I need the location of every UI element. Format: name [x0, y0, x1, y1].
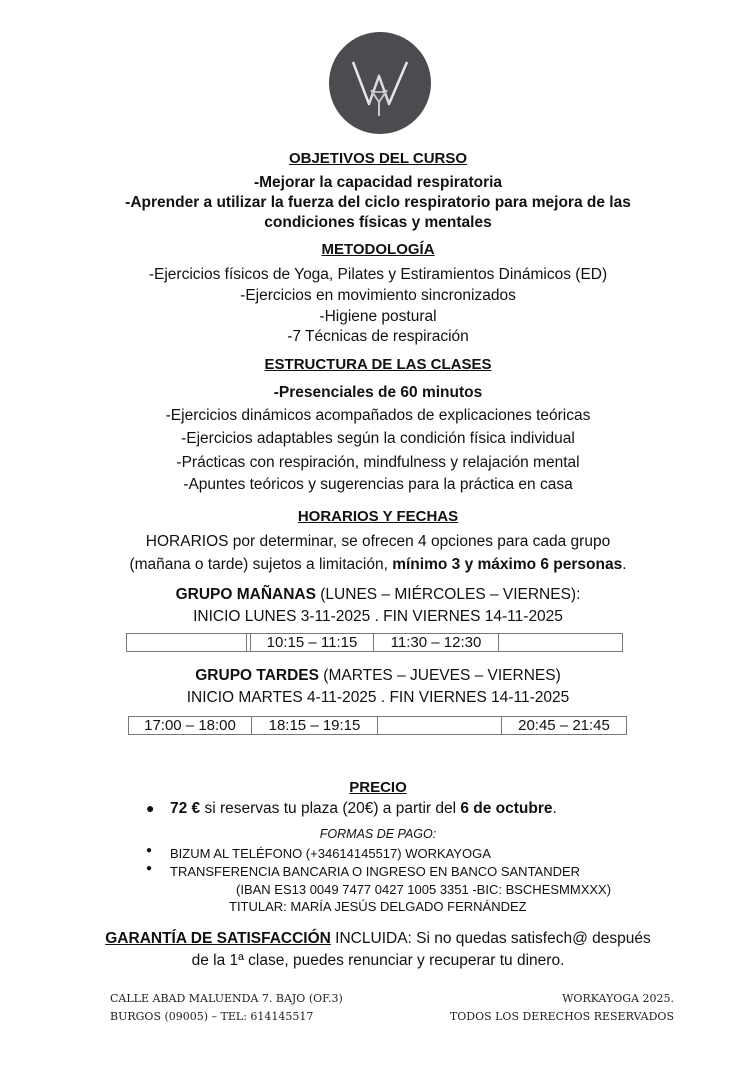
objetivos-line-2: -Aprender a utilizar la fuerza del ciclo respiratorio para mejora de las [125, 194, 631, 211]
footer-address-1: CALLE ABAD MALUENDA 7. BAJO (OF.3) [110, 992, 343, 1005]
garantia-line-2: de la 1ª clase, puedes renunciar y recuperar tu dinero. [191, 952, 565, 969]
metodologia-line-1: -Ejercicios físicos de Yoga, Pilates y Estiramientos Dinámicos (ED) [148, 266, 608, 283]
horarios-intro-2a: (mañana o tarde) sujetos a limitación, [129, 556, 393, 573]
tardes-slot: 17:00 – 18:00 [128, 716, 252, 735]
grupo-mananas-title [0, 583, 756, 606]
precio-amount: 72 € [170, 800, 201, 817]
estructura-subheading: -Presenciales de 60 minutos [273, 384, 483, 401]
grupo-mananas-name: GRUPO MAÑANAS [175, 586, 316, 603]
estructura-line-4: -Apuntes teóricos y sugerencias para la práctica en casa [183, 476, 573, 493]
precio-date: 6 de octubre [460, 800, 553, 817]
formas-pago-label: FORMAS DE PAGO: [319, 827, 437, 841]
tardes-slot: 18:15 – 19:15 [252, 716, 378, 735]
precio-heading: PRECIO [349, 779, 407, 796]
footer-address-2: BURGOS (09005) – TEL: 614145517 [110, 1010, 314, 1023]
pago-transfer: TRANSFERENCIA BANCARIA O INGRESO EN BANCO SANTANDER [170, 864, 581, 879]
mananas-slot: 10:15 – 11:15 [251, 633, 374, 652]
objetivos-heading: OBJETIVOS DEL CURSO [288, 150, 468, 167]
bullet-icon: ● [146, 863, 153, 874]
precio-line [170, 799, 690, 820]
horarios-intro-2 [0, 553, 756, 576]
grupo-tardes-title [0, 664, 756, 687]
objetivos-line-3: condiciones físicas y mentales [264, 214, 492, 231]
horarios-intro-2c: . [622, 556, 627, 573]
garantia-text-1: INCLUIDA: Si no quedas satisfech@ después [330, 930, 651, 947]
grupo-mananas-dates: INICIO LUNES 3-11-2025 . FIN VIERNES 14-11-2025 [193, 608, 563, 625]
objetivos-line-1: -Mejorar la capacidad respiratoria [253, 174, 503, 191]
metodologia-line-2: -Ejercicios en movimiento sincronizados [240, 287, 516, 304]
precio-text-a: si reservas tu plaza (20€) a partir del [200, 800, 461, 817]
tardes-slots-row [128, 716, 627, 736]
tardes-slot: 20:45 – 21:45 [502, 716, 627, 735]
garantia-title: GARANTÍA DE SATISFACCIÓN [105, 930, 331, 947]
horarios-capacity: mínimo 3 y máximo 6 personas [392, 556, 623, 573]
estructura-line-3: -Prácticas con respiración, mindfulness y relajación mental [176, 454, 580, 471]
logo-monogram-icon [329, 32, 431, 134]
garantia-line-1 [0, 927, 756, 950]
logo [329, 32, 431, 134]
precio-text-b: . [552, 800, 557, 817]
pago-titular: TITULAR: MARÍA JESÚS DELGADO FERNÁNDEZ [229, 899, 527, 914]
pago-iban: (IBAN ES13 0049 7477 0427 1005 3351 -BIC: BSCHESMMXXX) [236, 882, 612, 897]
estructura-line-2: -Ejercicios adaptables según la condición física individual [181, 430, 575, 447]
tardes-slot [378, 716, 502, 735]
grupo-mananas-days: (LUNES – MIÉRCOLES – VIERNES): [315, 586, 581, 603]
mananas-slots-row [126, 633, 623, 653]
metodologia-line-3: -Higiene postural [319, 308, 437, 325]
metodologia-heading: METODOLOGÍA [321, 241, 435, 258]
grupo-tardes-dates: INICIO MARTES 4-11-2025 . FIN VIERNES 14-11-2025 [186, 689, 570, 706]
estructura-heading: ESTRUCTURA DE LAS CLASES [264, 356, 492, 373]
mananas-slot [499, 633, 623, 652]
estructura-line-1: -Ejercicios dinámicos acompañados de explicaciones teóricas [165, 407, 591, 424]
grupo-tardes-days: (MARTES – JUEVES – VIERNES) [318, 667, 561, 684]
footer-brand-2: TODOS LOS DERECHOS RESERVADOS [449, 1010, 674, 1023]
pago-bizum: BIZUM AL TELÉFONO (+34614145517) WORKAYOGA [170, 846, 491, 861]
mananas-slot [126, 633, 247, 652]
mananas-slot: 11:30 – 12:30 [374, 633, 499, 652]
grupo-tardes-name: GRUPO TARDES [195, 667, 319, 684]
bullet-icon: ● [146, 800, 155, 816]
bullet-icon: ● [146, 845, 153, 856]
footer-brand-1: WORKAYOGA 2025. [562, 992, 674, 1005]
metodologia-line-4: -7 Técnicas de respiración [287, 328, 469, 345]
horarios-heading: HORARIOS Y FECHAS [297, 508, 459, 525]
horarios-intro-1: HORARIOS por determinar, se ofrecen 4 opciones para cada grupo [145, 533, 611, 550]
